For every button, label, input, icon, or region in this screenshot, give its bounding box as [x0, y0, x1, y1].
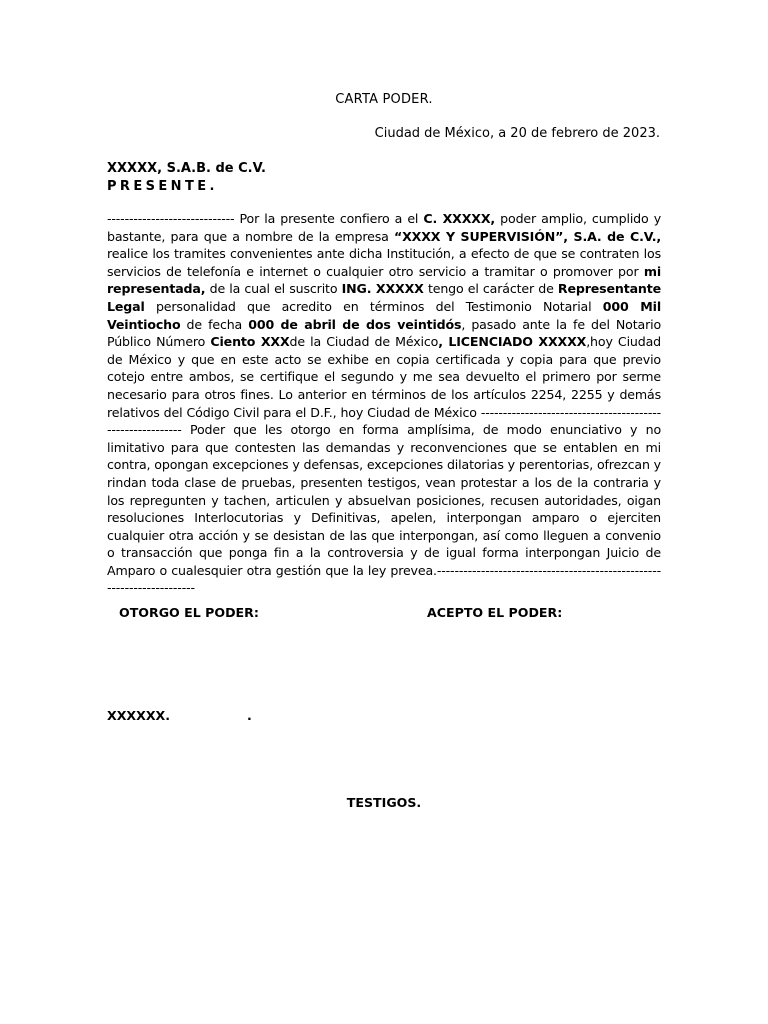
grantee-name: C. XXXXX, [423, 211, 496, 226]
testimony-number: 000 Mil Veintiocho [107, 298, 662, 332]
notary-number: Ciento XXX [210, 334, 290, 350]
signer-role: Representante Legal [107, 281, 661, 314]
testimony-date: 000 de abril de dos veintidós [248, 316, 462, 332]
date-line: Ciudad de México, a 20 de febrero de 2023. [374, 126, 660, 141]
grantor-label: OTORGO EL PODER: [119, 605, 259, 620]
body-paragraph [107, 210, 661, 597]
notary-name: , LICENCIADO XXXXX [438, 334, 587, 350]
body-text: de la cual el suscrito [205, 281, 342, 297]
body-text: tengo el carácter de [423, 281, 558, 297]
acceptor-name: . [247, 708, 252, 723]
signer-name: ING. XXXXX [341, 281, 424, 297]
addressee-presente: PRESENTE. [107, 179, 218, 194]
body-text: poder amplio, cumplido y bastante, para que a nombre de la empresa [107, 211, 661, 244]
dashes-start: ----------------------------- [107, 211, 235, 226]
body-text: realice los tramites convenientes ante dicha Institución, a efecto de que se contraten los servicios de telefonía e internet o cualquier otro servicio a tramitar o promover por [107, 246, 661, 279]
acceptor-label: ACEPTO EL PODER: [427, 605, 563, 620]
dashes-end: ----------------------------------------------------------------------- [107, 562, 661, 596]
grantor-name: XXXXXX. [107, 708, 171, 723]
body-text: de fecha [180, 316, 249, 332]
dashes-mid: ---------------------------------------------------------- [107, 404, 661, 438]
document-title: CARTA PODER. [335, 92, 433, 107]
addressee-company: XXXXX, S.A.B. de C.V. [107, 161, 266, 176]
body-text: Poder que les otorgo en forma amplísima, de modo enunciativo y no limitativo para que contesten las demandas y reconvenciones que se entablen en mi contra, opongan excepciones y defensas, excepciones dilatorias y perentorias, ofrezcan y rindan toda clase de pruebas, presenten testigos, vean protestar a los de la contraria y los repregunten y tachen, articulen y absuelvan posiciones, recusen autoridades, oigan resoluciones Interlocutorias y Definitivas, apelen, interpongan amparo o ejerciten cualquier otra acción y se desistan de las que interpongan, así como lleguen a convenio o transacción que ponga fin a la controversia y de igual forma interpongan Juicio de Amparo o cualesquier otra gestión que la ley prevea. [107, 422, 661, 578]
body-text: personalidad que acredito en términos del Testimonio Notarial [144, 298, 603, 314]
witnesses-label: TESTIGOS. [346, 795, 422, 810]
company-name: “XXXX Y SUPERVISIÓN”, S.A. de C.V., [393, 228, 661, 244]
body-text: de la Ciudad de México [289, 334, 439, 350]
represented-party: mi representada, [107, 263, 661, 297]
addressee-block [107, 160, 266, 196]
body-text: , pasado ante la fe del Notario Público Número [107, 316, 662, 350]
body-text: Por la presente confiero a el [234, 211, 424, 226]
body-text: ,hoy Ciudad de México y que en este acto se exhibe en copia certificada y copia para que previo cotejo entre ambos, se certifique el segundo y me sea devuelto el primero por serme necesario para otros fines. Lo anterior en términos de los artículos 2254, 2255 y demás relativos del Código Civil para el D.F., hoy Ciudad de México [107, 334, 662, 420]
